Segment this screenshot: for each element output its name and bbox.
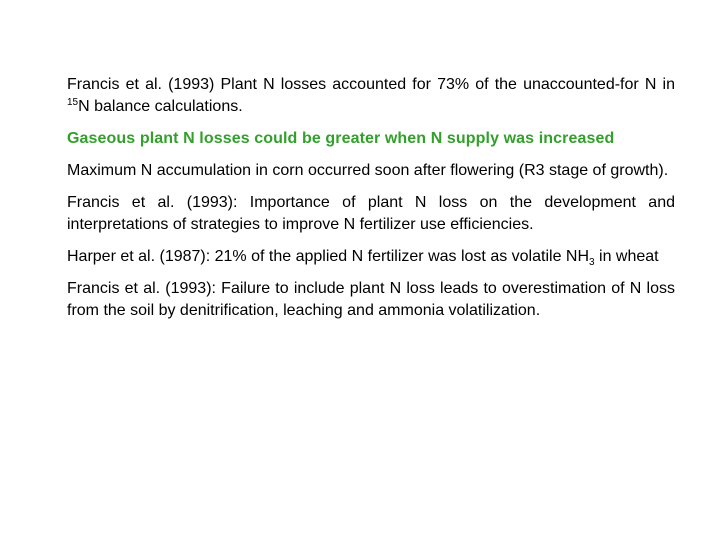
paragraph-harper-volatile — [67, 246, 675, 268]
paragraph-francis-failure: Francis et al. (1993): Failure to include plant N loss leads to overestimation of N loss from the soil by denitrification, leaching and ammonia volatilization. — [67, 280, 675, 319]
chemical-subscript: 3 — [589, 257, 595, 268]
slide-body — [67, 74, 675, 332]
paragraph-francis-73-percent — [67, 74, 675, 118]
paragraph-text: Harper et al. (1987): 21% of the applied N fertilizer was lost as volatile NH — [67, 248, 590, 265]
paragraph-text: Francis et al. (1993) Plant N losses accounted for 73% of the unaccounted-for N in — [67, 76, 675, 93]
paragraph-text: N balance calculations. — [78, 98, 243, 115]
highlighted-statement: Gaseous plant N losses could be greater when N supply was increased — [67, 130, 615, 147]
isotope-superscript: 15 — [67, 97, 79, 108]
paragraph-francis-importance: Francis et al. (1993): Importance of plant N loss on the development and interpretations of strategies to improve N fertilizer use efficiencies. — [67, 194, 675, 233]
paragraph-text: in wheat — [594, 248, 659, 265]
paragraph-maximum-accumulation: Maximum N accumulation in corn occurred soon after flowering (R3 stage of growth). — [67, 162, 669, 179]
